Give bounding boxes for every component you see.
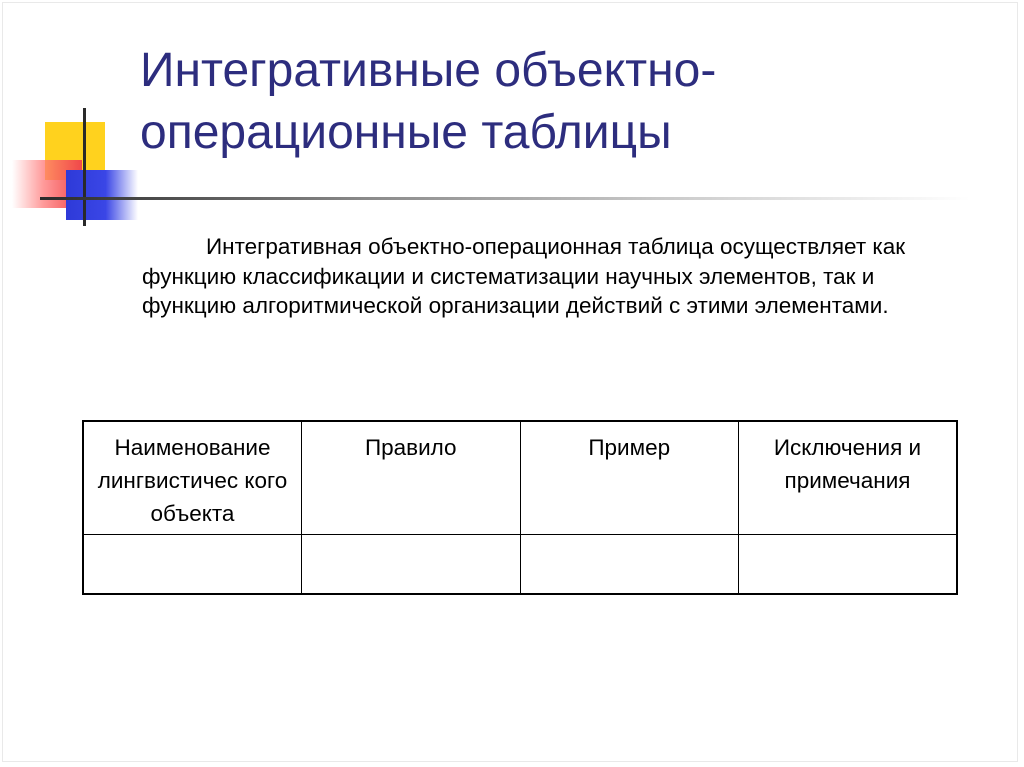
table-cell — [520, 535, 739, 594]
table-row — [83, 535, 957, 594]
title-underline — [40, 197, 970, 200]
object-operation-table — [82, 420, 958, 595]
header-example: Пример — [520, 421, 739, 535]
table-cell — [739, 535, 958, 594]
header-object-name: Наименование лингвистичес кого объекта — [83, 421, 302, 535]
header-exceptions: Исключения и примечания — [739, 421, 958, 535]
slide-title: Интегративные объектно-операционные таблицы — [140, 44, 717, 159]
decor-vertical-line — [83, 108, 86, 226]
decor-blue-gradient-bar — [66, 170, 138, 220]
slide-body-text: Интегративная объектно-операционная таблица осуществляет как функцию классификации и систематизации научных элементов, так и функцию алгоритмической организации действий с этими элементами. — [142, 234, 906, 318]
header-rule: Правило — [302, 421, 521, 535]
table-cell — [83, 535, 302, 594]
table-cell — [302, 535, 521, 594]
table-header-row — [83, 421, 957, 535]
